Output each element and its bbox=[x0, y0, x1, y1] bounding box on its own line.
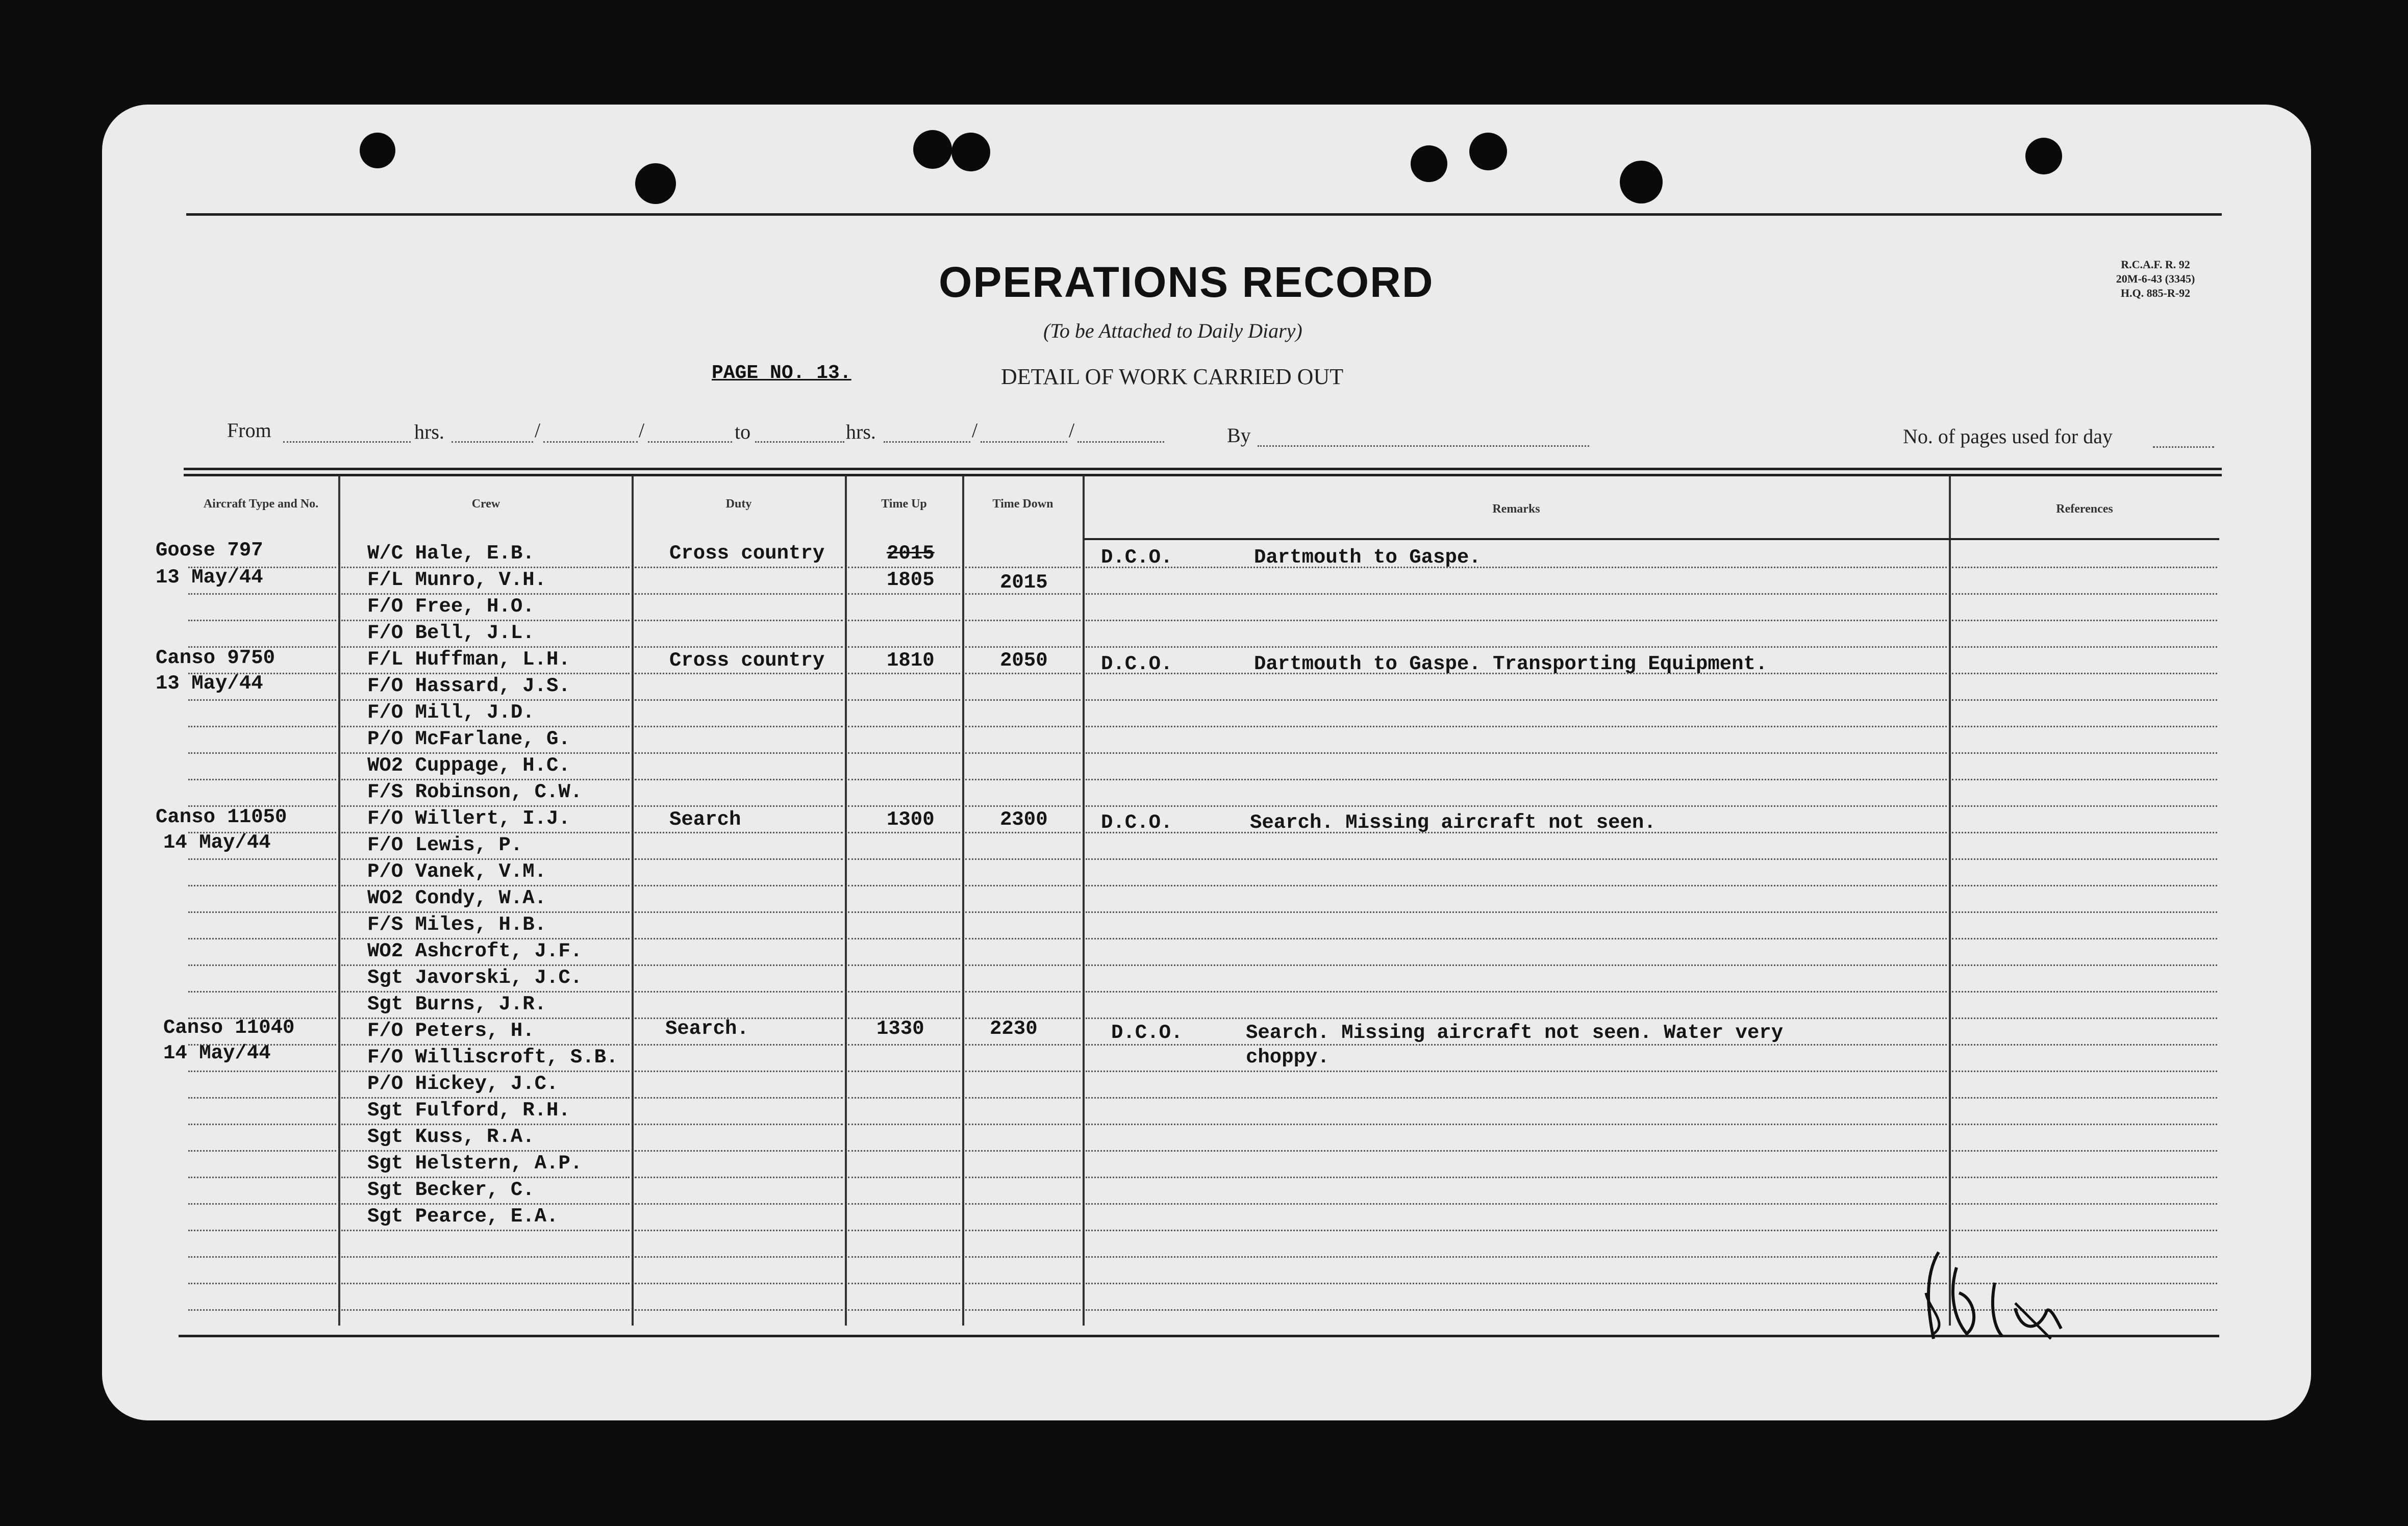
punch-hole bbox=[2025, 138, 2062, 174]
punch-hole bbox=[1469, 133, 1507, 170]
col-header-aircraft: Aircraft Type and No. bbox=[203, 497, 319, 511]
ruled-line bbox=[965, 938, 1081, 939]
ruled-line bbox=[1086, 885, 1947, 886]
ruled-line bbox=[848, 1071, 960, 1072]
ruled-line bbox=[848, 567, 960, 568]
ruled-line bbox=[188, 1150, 336, 1152]
ruled-line bbox=[1086, 1071, 1947, 1072]
ruled-line bbox=[965, 1283, 1081, 1284]
blank bbox=[451, 441, 533, 443]
punch-hole bbox=[913, 130, 952, 169]
time-down: 2015 bbox=[1000, 571, 1048, 594]
ruled-line bbox=[965, 858, 1081, 860]
aircraft-date: 14 May/44 bbox=[163, 831, 271, 854]
column-divider bbox=[632, 476, 634, 1326]
ruled-line bbox=[848, 1283, 960, 1284]
ruled-line bbox=[965, 646, 1081, 648]
ruled-line bbox=[848, 805, 960, 807]
ruled-line bbox=[635, 1283, 843, 1284]
col-header-references: References bbox=[2056, 502, 2113, 516]
ruled-line bbox=[848, 1230, 960, 1231]
crew-member: P/O McFarlane, G. bbox=[367, 728, 570, 750]
ruled-line bbox=[341, 1230, 630, 1231]
ruled-line bbox=[965, 752, 1081, 754]
ruled-line bbox=[965, 1150, 1081, 1152]
ruled-line bbox=[1086, 991, 1947, 993]
ruled-line bbox=[848, 1097, 960, 1099]
ruled-line bbox=[1952, 1018, 2217, 1019]
ruled-line bbox=[188, 885, 336, 886]
ruled-line bbox=[1086, 1256, 1947, 1258]
ruled-line bbox=[188, 1097, 336, 1099]
ruled-line bbox=[1952, 593, 2217, 595]
punch-hole bbox=[635, 163, 676, 204]
crew-member: F/O Mill, J.D. bbox=[367, 701, 535, 724]
remarks-text: Dartmouth to Gaspe. Transporting Equipment. bbox=[1254, 653, 1768, 675]
ruled-line bbox=[1952, 779, 2217, 780]
ruled-line bbox=[848, 646, 960, 648]
pages-used-blank bbox=[2153, 446, 2214, 448]
ruled-line bbox=[341, 646, 630, 648]
time-down: 2050 bbox=[1000, 649, 1048, 672]
ruled-line bbox=[635, 646, 843, 648]
slash: / bbox=[535, 419, 541, 442]
ruled-line bbox=[848, 938, 960, 939]
form-reference bbox=[2094, 258, 2217, 300]
ruled-line bbox=[635, 1071, 843, 1072]
ruled-line bbox=[341, 620, 630, 621]
ruled-line bbox=[1086, 1044, 1947, 1046]
top-rule bbox=[186, 213, 2222, 216]
ruled-line bbox=[635, 726, 843, 727]
ruled-line bbox=[965, 911, 1081, 913]
by-label: By bbox=[1227, 424, 1251, 447]
ruled-line bbox=[341, 1097, 630, 1099]
ruled-line bbox=[965, 991, 1081, 993]
time-up: 1805 bbox=[887, 569, 935, 591]
ruled-line bbox=[635, 858, 843, 860]
column-divider bbox=[1949, 476, 1951, 1326]
remarks-code: D.C.O. bbox=[1101, 653, 1173, 675]
slash: / bbox=[972, 419, 978, 442]
ruled-line bbox=[1952, 726, 2217, 727]
aircraft-date: 13 May/44 bbox=[156, 672, 263, 695]
ruled-line bbox=[1952, 699, 2217, 701]
ruled-line bbox=[848, 726, 960, 727]
ruled-line bbox=[635, 938, 843, 939]
ruled-line bbox=[341, 1256, 630, 1258]
ruled-line bbox=[341, 991, 630, 993]
form-ref-line: H.Q. 885-R-92 bbox=[2120, 287, 2191, 299]
time-down: 2300 bbox=[1000, 808, 1048, 831]
col-header-duty: Duty bbox=[725, 497, 752, 511]
pages-used-label: No. of pages used for day bbox=[1903, 425, 2113, 448]
ruled-line bbox=[965, 1044, 1081, 1046]
ruled-line bbox=[341, 832, 630, 833]
ruled-line bbox=[965, 779, 1081, 780]
ruled-line bbox=[188, 1124, 336, 1125]
ruled-line bbox=[635, 1203, 843, 1205]
crew-member: Sgt Pearce, E.A. bbox=[367, 1205, 559, 1228]
ruled-line bbox=[1086, 1203, 1947, 1205]
ruled-line bbox=[1952, 1097, 2217, 1099]
aircraft-type: Canso 11040 bbox=[163, 1016, 295, 1039]
ruled-line bbox=[635, 699, 843, 701]
blank bbox=[981, 441, 1067, 443]
ruled-line bbox=[188, 1177, 336, 1178]
crew-member: F/O Bell, J.L. bbox=[367, 622, 535, 644]
remarks-code: D.C.O. bbox=[1101, 811, 1173, 834]
ruled-line bbox=[1086, 1097, 1947, 1099]
slash: / bbox=[1069, 419, 1075, 442]
ruled-line bbox=[341, 699, 630, 701]
ruled-line bbox=[1086, 726, 1947, 727]
punch-hole bbox=[951, 133, 990, 171]
ruled-line bbox=[188, 752, 336, 754]
crew-member: WO2 Cuppage, H.C. bbox=[367, 754, 570, 777]
to-label: to bbox=[735, 420, 751, 443]
ruled-line bbox=[1086, 805, 1947, 807]
ruled-line bbox=[848, 911, 960, 913]
ruled-line bbox=[188, 726, 336, 727]
aircraft-date: 14 May/44 bbox=[163, 1042, 271, 1064]
column-divider bbox=[962, 476, 964, 1326]
ruled-line bbox=[965, 1071, 1081, 1072]
ruled-line bbox=[341, 752, 630, 754]
ruled-line bbox=[1086, 1283, 1947, 1284]
aircraft-date: 13 May/44 bbox=[156, 566, 263, 589]
ruled-line bbox=[848, 673, 960, 674]
ruled-line bbox=[1952, 673, 2217, 674]
page-number: PAGE NO. 13. bbox=[712, 362, 851, 384]
from-blank bbox=[283, 441, 411, 443]
ruled-line bbox=[188, 1203, 336, 1205]
header-underline bbox=[1084, 538, 2219, 540]
remarks-text: Search. Missing aircraft not seen. Water very bbox=[1246, 1022, 1784, 1044]
remarks-text: Search. Missing aircraft not seen. bbox=[1250, 811, 1656, 834]
ruled-line bbox=[848, 1150, 960, 1152]
ruled-line bbox=[1952, 885, 2217, 886]
ruled-line bbox=[965, 673, 1081, 674]
ruled-line bbox=[341, 1177, 630, 1178]
ruled-line bbox=[188, 1283, 336, 1284]
ruled-line bbox=[965, 699, 1081, 701]
ruled-line bbox=[341, 593, 630, 595]
page-subtitle: (To be Attached to Daily Diary) bbox=[1043, 319, 1302, 342]
ruled-line bbox=[1086, 752, 1947, 754]
page-title: OPERATIONS RECORD bbox=[939, 258, 1434, 306]
remarks-code: D.C.O. bbox=[1111, 1022, 1183, 1044]
crew-member: Sgt Becker, C. bbox=[367, 1179, 535, 1201]
col-header-remarks: Remarks bbox=[1492, 502, 1540, 516]
ruled-line bbox=[1952, 805, 2217, 807]
form-ref-line: R.C.A.F. R. 92 bbox=[2121, 258, 2190, 271]
ruled-line bbox=[965, 1309, 1081, 1311]
detail-heading: DETAIL OF WORK CARRIED OUT bbox=[1001, 364, 1344, 389]
ruled-line bbox=[1952, 752, 2217, 754]
ruled-line bbox=[341, 1124, 630, 1125]
ruled-line bbox=[1086, 1124, 1947, 1125]
crew-member: WO2 Condy, W.A. bbox=[367, 887, 547, 909]
ruled-line bbox=[1952, 1230, 2217, 1231]
ruled-line bbox=[1952, 567, 2217, 568]
ruled-line bbox=[848, 752, 960, 754]
ruled-line bbox=[341, 1309, 630, 1311]
ruled-line bbox=[1086, 1309, 1947, 1311]
ruled-line bbox=[635, 1150, 843, 1152]
ruled-line bbox=[188, 1256, 336, 1258]
ruled-line bbox=[848, 779, 960, 780]
ruled-line bbox=[965, 885, 1081, 886]
ruled-line bbox=[635, 911, 843, 913]
ruled-line bbox=[635, 1309, 843, 1311]
col-header-time-up: Time Up bbox=[881, 497, 927, 511]
ruled-line bbox=[1086, 593, 1947, 595]
ruled-line bbox=[341, 779, 630, 780]
time-up: 1330 bbox=[876, 1018, 924, 1040]
hrs-label: hrs. bbox=[414, 420, 444, 443]
ruled-line bbox=[1086, 567, 1947, 568]
ruled-line bbox=[635, 805, 843, 807]
crew-member: F/O Willert, I.J. bbox=[367, 807, 570, 830]
ruled-line bbox=[848, 699, 960, 701]
ruled-line bbox=[965, 805, 1081, 807]
ruled-line bbox=[341, 885, 630, 886]
time-down: 2230 bbox=[990, 1018, 1038, 1040]
ruled-line bbox=[635, 991, 843, 993]
by-blank bbox=[1258, 445, 1589, 447]
from-label: From bbox=[227, 419, 271, 442]
ruled-line bbox=[1952, 991, 2217, 993]
punch-hole bbox=[360, 133, 395, 168]
ruled-line bbox=[188, 1230, 336, 1231]
crew-member: F/O Free, H.O. bbox=[367, 595, 535, 618]
blank bbox=[884, 441, 970, 443]
ruled-line bbox=[848, 1309, 960, 1311]
ruled-line bbox=[635, 567, 843, 568]
ruled-line bbox=[188, 858, 336, 860]
remarks-text: choppy. bbox=[1246, 1046, 1330, 1069]
ruled-line bbox=[1952, 964, 2217, 966]
ruled-line bbox=[1952, 1203, 2217, 1205]
ruled-line bbox=[188, 991, 336, 993]
crew-member: P/O Hickey, J.C. bbox=[367, 1073, 559, 1095]
ruled-line bbox=[341, 1071, 630, 1072]
ruled-line bbox=[848, 964, 960, 966]
punch-hole bbox=[1411, 145, 1447, 182]
ruled-line bbox=[1086, 1018, 1947, 1019]
duty: Search. bbox=[665, 1018, 749, 1040]
ruled-line bbox=[1952, 1177, 2217, 1178]
ruled-line bbox=[1952, 1071, 2217, 1072]
ruled-line bbox=[341, 1044, 630, 1046]
ruled-line bbox=[965, 964, 1081, 966]
ruled-line bbox=[188, 699, 336, 701]
ruled-line bbox=[635, 752, 843, 754]
remarks-code: D.C.O. bbox=[1101, 546, 1173, 569]
ruled-line bbox=[1086, 646, 1947, 648]
duty: Cross country bbox=[669, 542, 825, 565]
ruled-line bbox=[341, 964, 630, 966]
aircraft-type: Canso 11050 bbox=[156, 806, 287, 828]
ruled-line bbox=[1086, 964, 1947, 966]
ruled-line bbox=[341, 726, 630, 727]
remarks-text: Dartmouth to Gaspe. bbox=[1254, 546, 1481, 569]
ruled-line bbox=[635, 1097, 843, 1099]
ruled-line bbox=[341, 805, 630, 807]
ruled-line bbox=[848, 1124, 960, 1125]
ruled-line bbox=[635, 1256, 843, 1258]
ruled-line bbox=[635, 885, 843, 886]
ruled-line bbox=[1086, 1177, 1947, 1178]
operations-record-card bbox=[102, 105, 2311, 1420]
crew-member: P/O Vanek, V.M. bbox=[367, 860, 547, 883]
ruled-line bbox=[848, 620, 960, 621]
ruled-line bbox=[1086, 858, 1947, 860]
ruled-line bbox=[341, 1150, 630, 1152]
ruled-line bbox=[848, 885, 960, 886]
crew-member: Sgt Helstern, A.P. bbox=[367, 1152, 583, 1175]
ruled-line bbox=[1086, 938, 1947, 939]
ruled-line bbox=[188, 1071, 336, 1072]
ruled-line bbox=[188, 593, 336, 595]
ruled-line bbox=[965, 1230, 1081, 1231]
ruled-line bbox=[188, 911, 336, 913]
ruled-line bbox=[635, 1044, 843, 1046]
crew-member: WO2 Ashcroft, J.F. bbox=[367, 940, 583, 962]
ruled-line bbox=[635, 1177, 843, 1178]
crew-member: Sgt Kuss, R.A. bbox=[367, 1126, 535, 1148]
ruled-line bbox=[965, 567, 1081, 568]
blank bbox=[1077, 441, 1164, 443]
ruled-line bbox=[965, 1124, 1081, 1125]
ruled-line bbox=[848, 858, 960, 860]
table-top-rule bbox=[184, 468, 2222, 470]
blank bbox=[543, 441, 638, 443]
ruled-line bbox=[1086, 779, 1947, 780]
ruled-line bbox=[341, 938, 630, 939]
ruled-line bbox=[341, 1018, 630, 1019]
punch-hole bbox=[1620, 161, 1663, 204]
ruled-line bbox=[1086, 620, 1947, 621]
crew-member: F/L Munro, V.H. bbox=[367, 569, 547, 591]
table-bottom-rule bbox=[179, 1335, 2219, 1337]
ruled-line bbox=[1086, 699, 1947, 701]
ruled-line bbox=[1952, 620, 2217, 621]
ruled-line bbox=[1086, 911, 1947, 913]
crew-member: F/L Huffman, L.H. bbox=[367, 648, 570, 671]
crew-member: Sgt Javorski, J.C. bbox=[367, 967, 583, 989]
duty: Cross country bbox=[669, 649, 825, 672]
crew-member: F/S Miles, H.B. bbox=[367, 913, 547, 936]
slash: / bbox=[639, 419, 645, 442]
aircraft-type: Goose 797 bbox=[156, 539, 263, 562]
time-up: 1300 bbox=[887, 808, 935, 831]
crew-member: F/O Williscroft, S.B. bbox=[367, 1046, 618, 1069]
ruled-line bbox=[965, 620, 1081, 621]
ruled-line bbox=[1952, 858, 2217, 860]
ruled-line bbox=[635, 1230, 843, 1231]
ruled-line bbox=[341, 1283, 630, 1284]
ruled-line bbox=[188, 1309, 336, 1311]
crew-member: Sgt Burns, J.R. bbox=[367, 993, 547, 1015]
ruled-line bbox=[1952, 938, 2217, 939]
ruled-line bbox=[848, 991, 960, 993]
time-up-struck: 2015 bbox=[887, 542, 935, 565]
col-header-time-down: Time Down bbox=[992, 497, 1054, 511]
crew-member: F/O Hassard, J.S. bbox=[367, 675, 570, 697]
ruled-line bbox=[1086, 1230, 1947, 1231]
ruled-line bbox=[1952, 1124, 2217, 1125]
ruled-line bbox=[848, 1256, 960, 1258]
time-up: 1810 bbox=[887, 649, 935, 672]
ruled-line bbox=[965, 832, 1081, 833]
ruled-line bbox=[635, 964, 843, 966]
ruled-line bbox=[1952, 832, 2217, 833]
ruled-line bbox=[1086, 1150, 1947, 1152]
column-divider bbox=[338, 476, 340, 1326]
hrs-label: hrs. bbox=[846, 420, 876, 443]
ruled-line bbox=[341, 911, 630, 913]
form-ref-line: 20M-6-43 (3345) bbox=[2116, 272, 2195, 285]
ruled-line bbox=[341, 673, 630, 674]
table-top-rule bbox=[184, 474, 2222, 476]
ruled-line bbox=[965, 1256, 1081, 1258]
ruled-line bbox=[848, 1177, 960, 1178]
ruled-line bbox=[848, 1044, 960, 1046]
ruled-line bbox=[635, 779, 843, 780]
ruled-line bbox=[848, 593, 960, 595]
ruled-line bbox=[341, 1203, 630, 1205]
ruled-line bbox=[188, 938, 336, 939]
ruled-line bbox=[1952, 1150, 2217, 1152]
ruled-line bbox=[635, 832, 843, 833]
ruled-line bbox=[341, 858, 630, 860]
ruled-line bbox=[635, 593, 843, 595]
ruled-line bbox=[965, 1203, 1081, 1205]
ruled-line bbox=[188, 620, 336, 621]
ruled-line bbox=[965, 1097, 1081, 1099]
ruled-line bbox=[635, 673, 843, 674]
crew-member: F/S Robinson, C.W. bbox=[367, 781, 583, 803]
handwritten-initials bbox=[1918, 1232, 2071, 1349]
crew-member: F/O Peters, H. bbox=[367, 1020, 535, 1042]
aircraft-type: Canso 9750 bbox=[156, 647, 275, 669]
crew-member: F/O Lewis, P. bbox=[367, 834, 523, 856]
duty: Search bbox=[669, 808, 741, 831]
crew-member: Sgt Fulford, R.H. bbox=[367, 1099, 570, 1122]
column-divider bbox=[845, 476, 847, 1326]
ruled-line bbox=[635, 1124, 843, 1125]
ruled-line bbox=[848, 1203, 960, 1205]
ruled-line bbox=[1952, 646, 2217, 648]
ruled-line bbox=[965, 1177, 1081, 1178]
ruled-line bbox=[965, 726, 1081, 727]
column-divider bbox=[1083, 476, 1085, 1326]
blank bbox=[755, 441, 844, 443]
ruled-line bbox=[341, 567, 630, 568]
ruled-line bbox=[188, 779, 336, 780]
blank bbox=[648, 441, 732, 443]
col-header-crew: Crew bbox=[471, 497, 500, 511]
ruled-line bbox=[188, 964, 336, 966]
ruled-line bbox=[635, 620, 843, 621]
ruled-line bbox=[848, 832, 960, 833]
ruled-line bbox=[1952, 911, 2217, 913]
crew-member: W/C Hale, E.B. bbox=[367, 542, 535, 565]
ruled-line bbox=[1952, 1044, 2217, 1046]
